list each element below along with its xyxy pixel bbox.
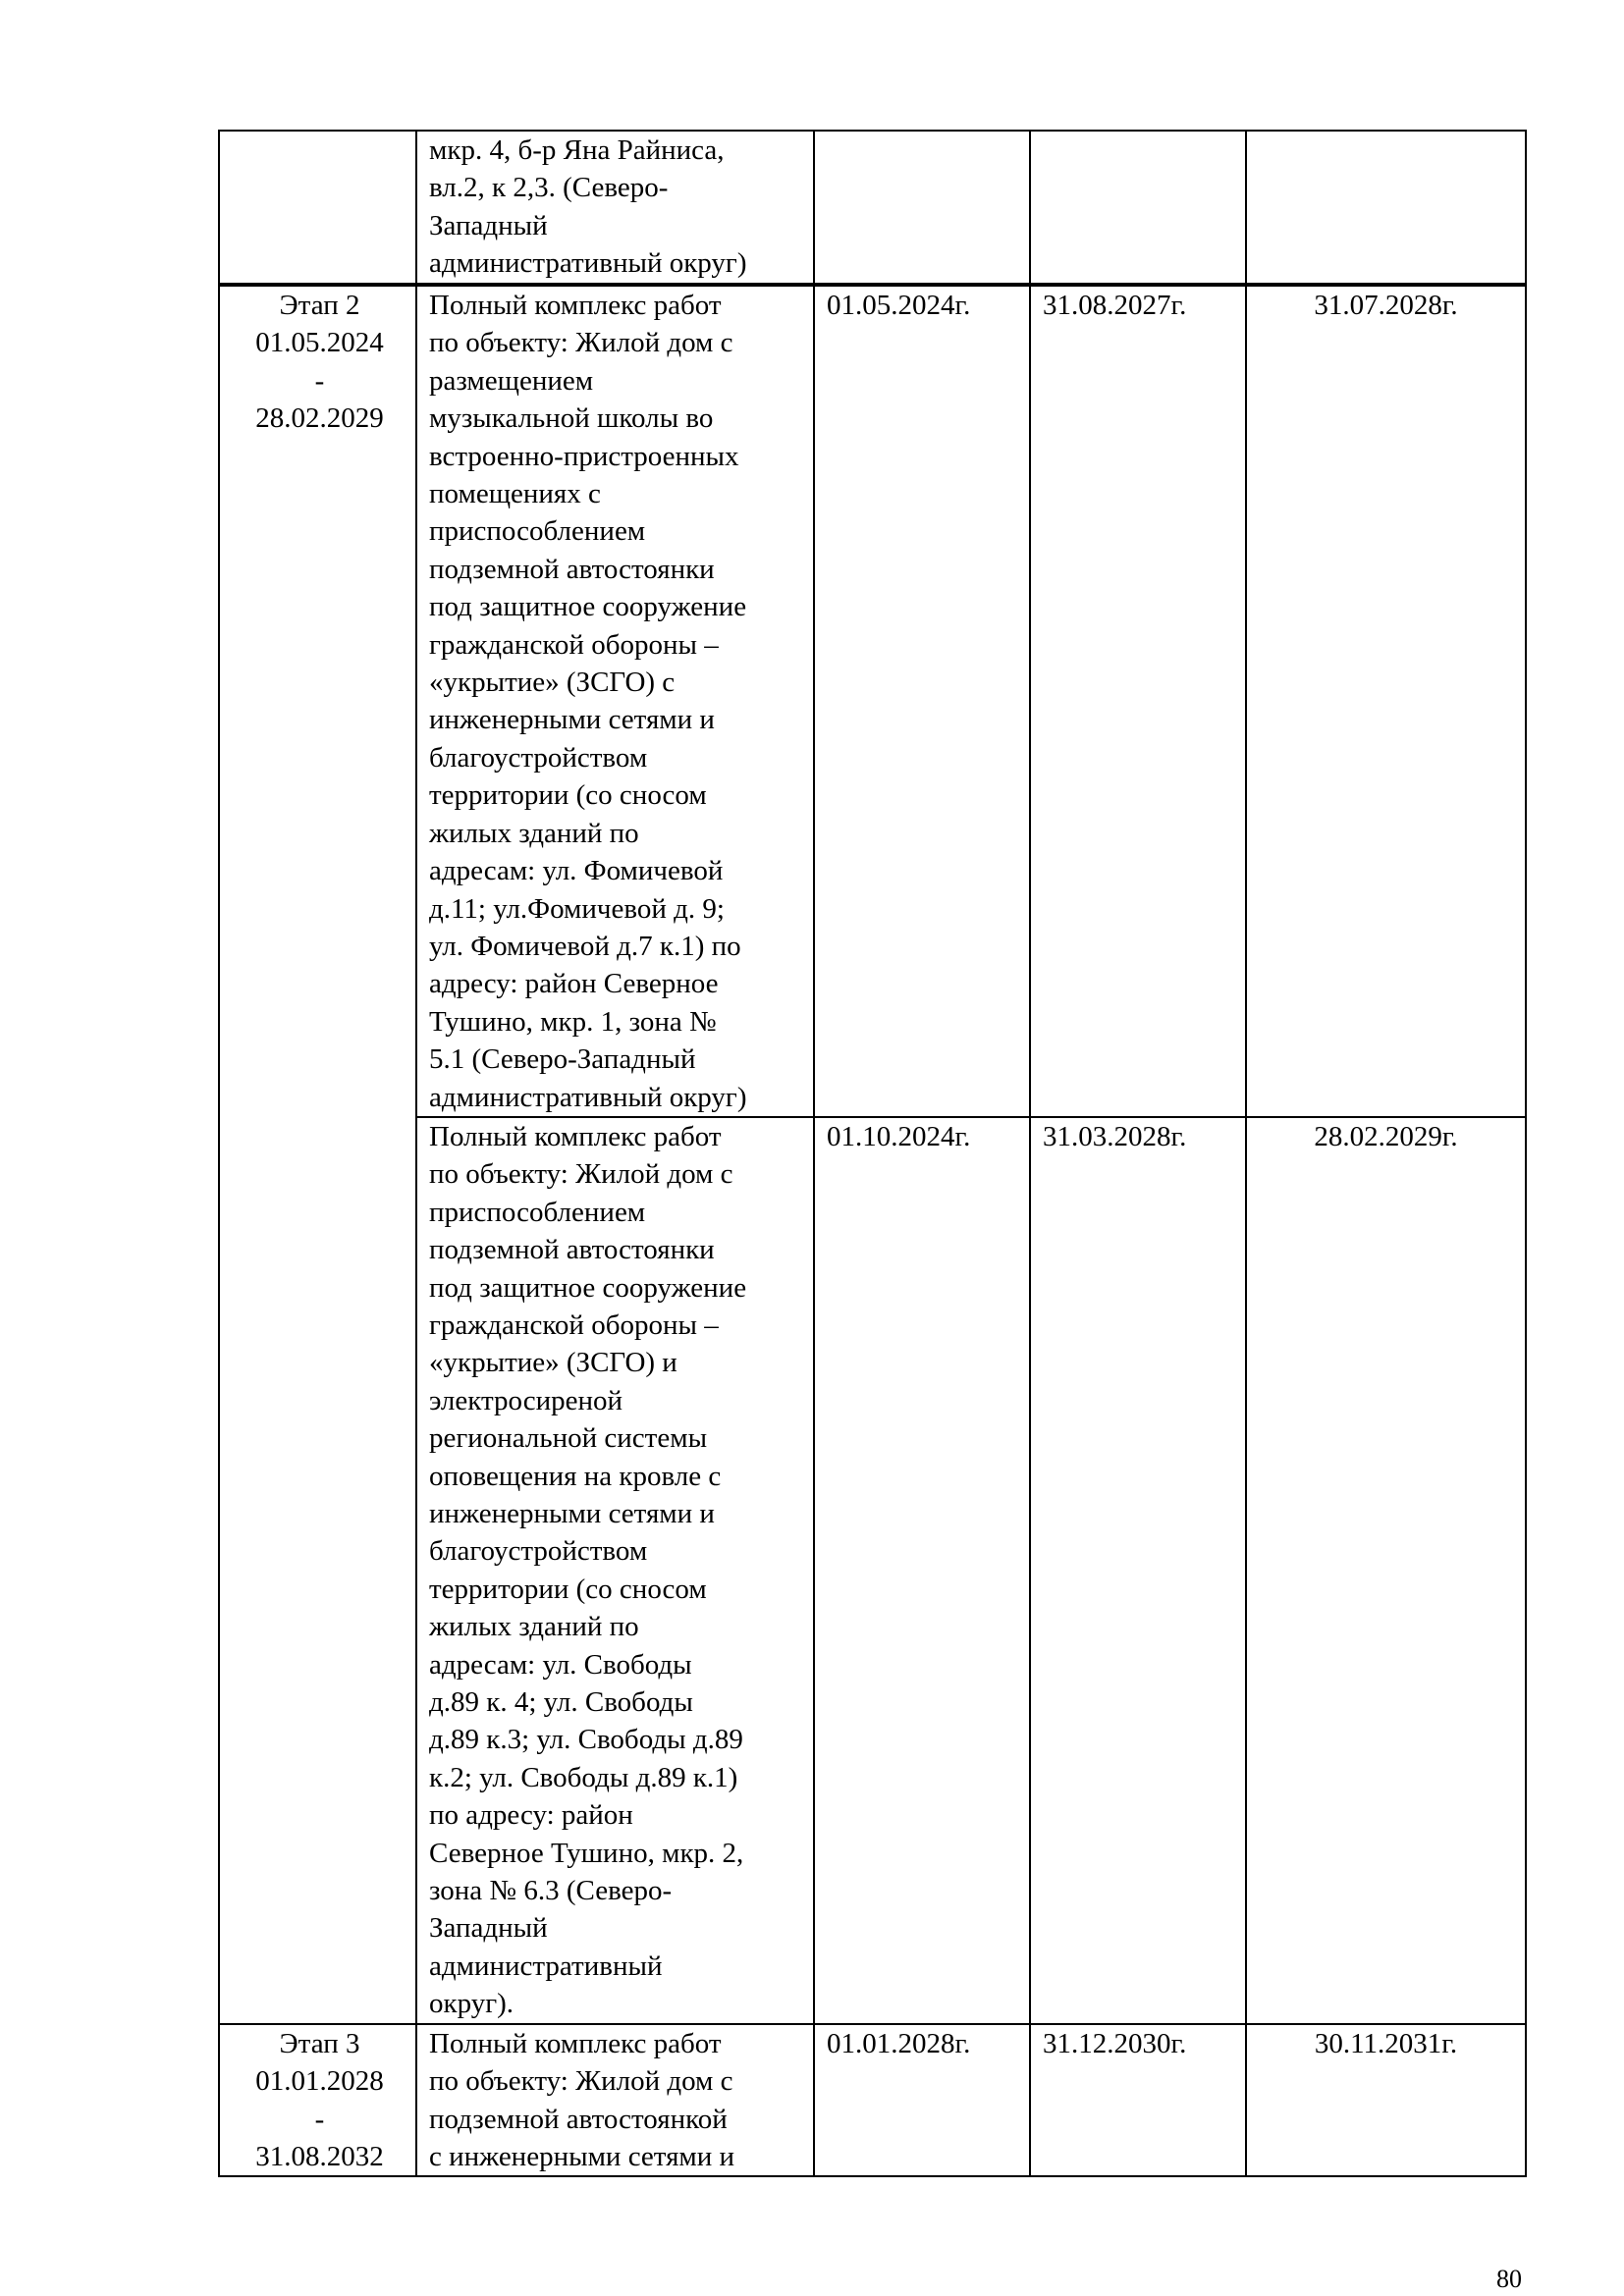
stage-end: 31.08.2032 (255, 2140, 384, 2172)
deadline-date: 31.07.2028г. (1246, 285, 1526, 1117)
page-number: 80 (1496, 2265, 1522, 2293)
work-description: Полный комплекс работ по объекту: Жилой дом с подземной автостоянкой с инженерными сетями и (416, 2024, 814, 2177)
schedule-table (218, 130, 1527, 2177)
start-date: 01.10.2024г. (814, 1117, 1030, 2024)
start-date: 01.01.2028г. (814, 2024, 1030, 2177)
end-date (1030, 131, 1246, 285)
stage-cell (219, 2024, 416, 2177)
work-description: Полный комплекс работ по объекту: Жилой дом с приспособлением подземной автостоянки под защитное сооружение гражданской обороны – «укрытие» (ЗСГО) и электросиреной региональной системы оповещения на кровле с инженерными сетями и благоустройством территории (со сносом жилых зданий по адресам: ул. Свободы д.89 к. 4; ул. Свободы д.89 к.3; ул. Свободы д.89 к.2; ул. Свободы д.89 к.1) по адресу: район Северное Тушино, мкр. 2, зона № 6.3 (Северо- Западный административный округ). (416, 1117, 814, 2024)
table-row (219, 131, 1526, 285)
work-description: Полный комплекс работ по объекту: Жилой дом с размещением музыкальной школы во встроенно-пристроенных помещениях с приспособлением подземной автостоянки под защитное сооружение гражданской обороны – «укрытие» (ЗСГО) с инженерными сетями и благоустройством территории (со сносом жилых зданий по адресам: ул. Фомичевой д.11; ул.Фомичевой д. 9; ул. Фомичевой д.7 к.1) по адресу: район Северное Тушино, мкр. 1, зона № 5.1 (Северо-Западный административный округ) (416, 285, 814, 1117)
stage-cell (219, 131, 416, 285)
end-date: 31.12.2030г. (1030, 2024, 1246, 2177)
stage-start: 01.01.2028 (255, 2065, 384, 2098)
table-row (219, 2024, 1526, 2177)
end-date: 31.08.2027г. (1030, 285, 1246, 1117)
stage-name: Этап 2 (279, 290, 360, 321)
stage-name: Этап 3 (279, 2027, 360, 2059)
table-row (219, 285, 1526, 1117)
stage-end: 28.02.2029 (255, 402, 384, 435)
stage-cell (219, 285, 416, 2024)
stage-start: 01.05.2024 (255, 327, 384, 359)
stage-dash: - (314, 364, 325, 397)
start-date: 01.05.2024г. (814, 285, 1030, 1117)
end-date: 31.03.2028г. (1030, 1117, 1246, 2024)
start-date (814, 131, 1030, 285)
stage-dash: - (314, 2103, 325, 2135)
work-description: мкр. 4, б-р Яна Райниса, вл.2, к 2,3. (Северо- Западный административный округ) (416, 131, 814, 285)
deadline-date (1246, 131, 1526, 285)
deadline-date: 30.11.2031г. (1246, 2024, 1526, 2177)
deadline-date: 28.02.2029г. (1246, 1117, 1526, 2024)
